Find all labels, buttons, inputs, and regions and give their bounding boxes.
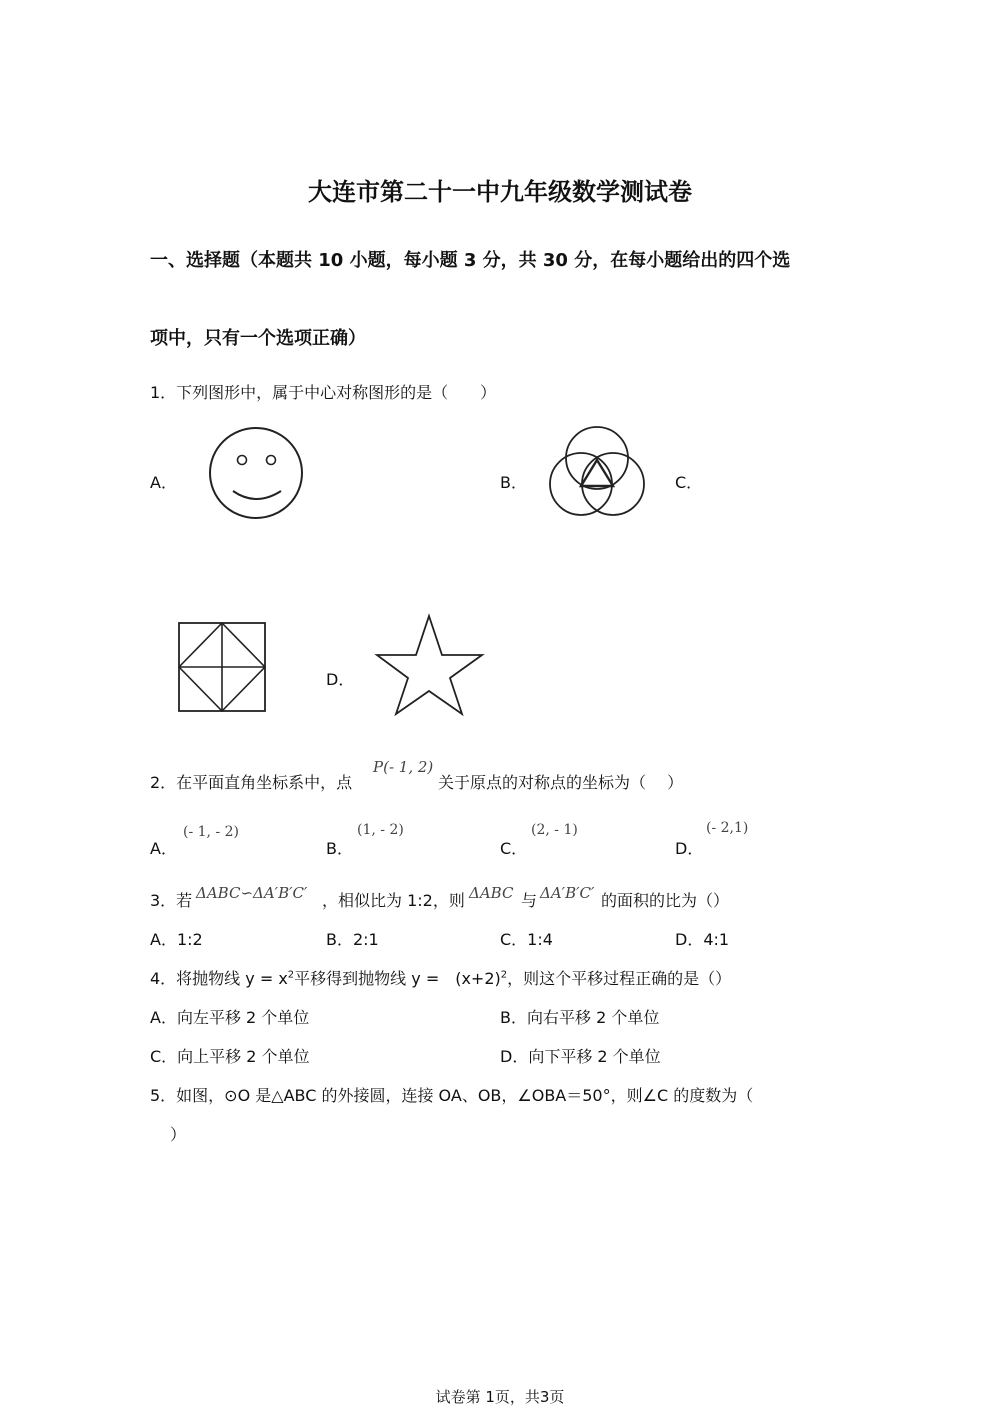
q4-stem [150, 966, 731, 989]
q3-stem-post: 的面积的比为（） [601, 891, 730, 910]
q1-stem: 1．下列图形中，属于中心对称图形的是（ ） [150, 383, 497, 402]
q3-stem-pre: 3．若 [150, 891, 193, 910]
page-footer: 试卷第 1页，共3页 [435, 1388, 565, 1406]
q2-option-b: (1, - 2) [357, 822, 404, 838]
q2-stem-post: 关于原点的对称点的坐标为（ ） [438, 773, 684, 792]
q1-label-d: D． [326, 670, 355, 689]
q4-stem-a: 4．将抛物线 y = x [150, 969, 288, 988]
q2-label-b: B． [326, 839, 353, 858]
smiley-face-figure [205, 425, 307, 523]
three-circles-triangle-figure [545, 422, 649, 522]
q3-option-c: C．1:4 [500, 930, 553, 949]
q3-triangle2: ΔA′B′C′ [540, 884, 595, 902]
page-title: 大连市第二十一中九年级数学测试卷 [308, 178, 692, 206]
section-heading-line2: 项中，只有一个选项正确） [150, 328, 366, 349]
q4-sup1: 2 [287, 969, 295, 981]
q5-stem-line1: 5．如图，⊙O 是△ABC 的外接圆，连接 OA、OB，∠OBA＝50°，则∠C 的度数为（ [150, 1086, 754, 1105]
q4-stem-b: 平移得到抛物线 y = (x+2) [294, 969, 501, 988]
q4-stem-c: ，则这个平移过程正确的是（） [507, 969, 732, 988]
q4-option-d: D．向下平移 2 个单位 [500, 1047, 661, 1066]
q2-option-a: (- 1, - 2) [183, 824, 239, 840]
q4-option-c: C．向上平移 2 个单位 [150, 1047, 310, 1066]
q2-label-a: A． [150, 839, 177, 858]
q3-stem-mid1: ，相似比为 1:2，则 [322, 891, 465, 910]
q4-option-a: A．向左平移 2 个单位 [150, 1008, 310, 1027]
q1-label-c: C． [675, 473, 703, 492]
q1-label-a: A． [150, 473, 177, 492]
q4-sup2: 2 [500, 969, 508, 981]
q1-label-b: B． [500, 473, 527, 492]
q2-option-d: (- 2,1) [706, 820, 749, 836]
q2-point: P(- 1, 2) [373, 758, 434, 776]
q3-option-b: B．2:1 [326, 930, 379, 949]
q3-stem-mid2: 与 [521, 891, 538, 910]
q3-triangle1: ΔABC [469, 884, 514, 902]
section-heading-line1: 一、选择题（本题共 10 小题，每小题 3 分，共 30 分，在每小题给出的四个选 [150, 250, 791, 271]
q3-option-d: D．4:1 [675, 930, 730, 949]
q3-option-a: A．1:2 [150, 930, 203, 949]
q3-similarity: ΔABC∽ΔA′B′C′ [196, 884, 308, 902]
q5-stem-line2: ） [170, 1125, 187, 1144]
q4-option-b: B．向右平移 2 个单位 [500, 1008, 660, 1027]
q2-label-d: D． [675, 839, 704, 858]
star-figure [374, 612, 486, 716]
q2-label-c: C． [500, 839, 528, 858]
q2-stem-pre: 2．在平面直角坐标系中，点 [150, 773, 353, 792]
q2-option-c: (2, - 1) [531, 822, 578, 838]
square-diamond-figure [176, 620, 268, 714]
